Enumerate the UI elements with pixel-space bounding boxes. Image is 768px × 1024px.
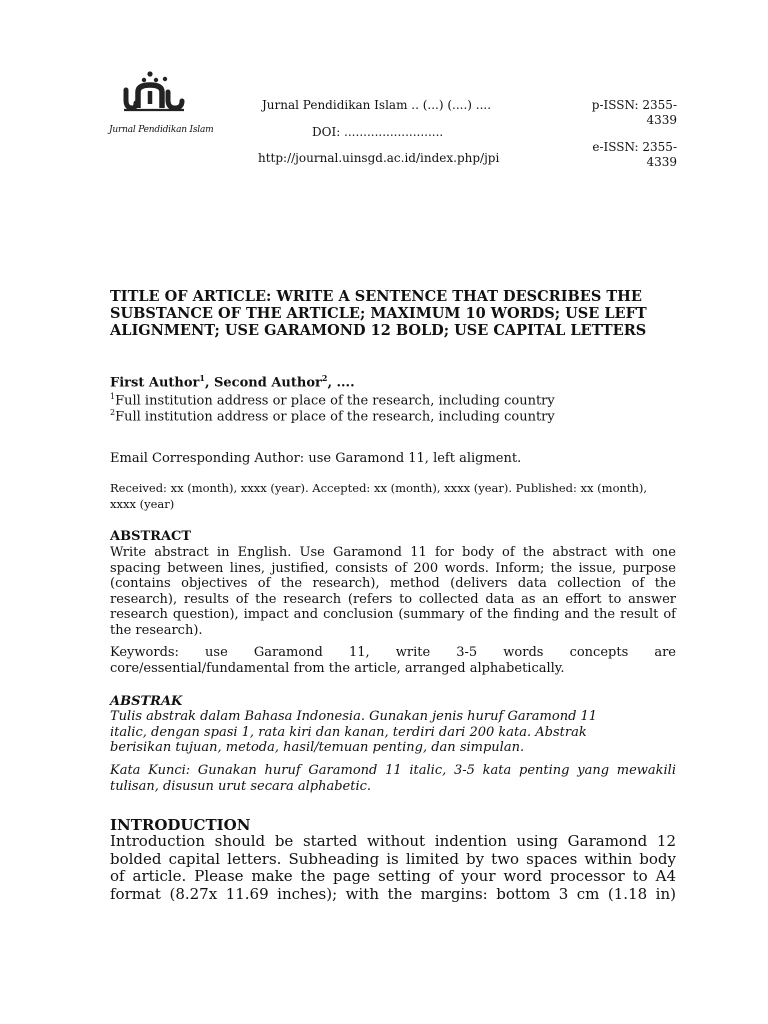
author-first-sup: 1 <box>199 373 205 383</box>
institution-1-text: Full institution address or place of the research, including country <box>115 393 555 409</box>
abstract-body: Write abstract in English. Use Garamond 11 for body of the abstract with one spacing between lines, justified, consists of 200 words. Inform; the issue, purpose (contains objectives of the research), method (delivers data collection of the research), results of the research (refers to collected data as an effort to answer research question), impact and conclusion (summary of the finding and the result of the research). <box>110 545 676 638</box>
introduction-line: format (8.27x 11.69 inches); with the margins: bottom 3 cm (1.18 in) <box>110 884 676 903</box>
keywords: Keywords: use Garamond 11, write 3-5 words concepts are core/essential/fundamental from the article, arranged alphabetically. <box>110 645 676 676</box>
institution-2-sup: 2 <box>110 408 116 417</box>
abstrak-body: Tulis abstrak dalam Bahasa Indonesia. Gunakan jenis huruf Garamond 11 italic, dengan spasi 1, rata kiri dan kanan, terdiri dari 200 kata. Abstrak berisikan tujuan, metoda, hasil/temuan penting, dan simpulan. <box>110 709 598 756</box>
article-title: TITLE OF ARTICLE: WRITE A SENTENCE THAT DESCRIBES THE SUBSTANCE OF THE ARTICLE; MAXIMUM 10 WORDS; USE LEFT ALIGNMENT; USE GARAMOND 12 BOLD; USE CAPITAL LETTERS <box>110 288 647 339</box>
journal-citation-line: Jurnal Pendidikan Islam .. (...) (....) .... <box>262 98 492 112</box>
abstract-heading: ABSTRACT <box>110 529 192 544</box>
author-second: , Second Author <box>204 375 322 391</box>
author-second-sup: 2 <box>321 373 328 383</box>
institution-1-sup: 1 <box>110 392 116 401</box>
author-tail: , .... <box>327 375 355 391</box>
author-first: First Author <box>110 375 200 391</box>
logo-caption: Jurnal Pendidikan Islam <box>109 125 214 135</box>
introduction-line: bolded capital letters. Subheading is limited by two spaces within body <box>110 849 676 868</box>
introduction-body <box>110 833 676 903</box>
introduction-line: Introduction should be started without indention using Garamond 12 <box>110 832 676 850</box>
institution-2-text: Full institution address or place of the research, including country <box>115 409 555 425</box>
corresponding-email: Email Corresponding Author: use Garamond 11, left aligment. <box>110 451 522 466</box>
introduction-line: of article. Please make the page setting of your word processor to A4 <box>110 867 676 885</box>
p-issn: p-ISSN: 2355-4339 <box>591 98 677 127</box>
doi-line: DOI: .......................... <box>312 125 444 139</box>
abstrak-heading: ABSTRAK <box>110 694 183 709</box>
author-line <box>110 373 676 390</box>
introduction-heading: INTRODUCTION <box>110 816 251 834</box>
kata-kunci: Kata Kunci: Gunakan huruf Garamond 11 italic, 3-5 kata penting yang mewakili tulisan, disusun urut secara alphabetic. <box>110 763 676 794</box>
article-dates: Received: xx (month), xxxx (year). Accepted: xx (month), xxxx (year). Published: xx (month), xxxx (year) <box>110 481 648 511</box>
institution-2 <box>110 405 676 425</box>
e-issn: e-ISSN: 2355-4339 <box>592 140 677 169</box>
journal-url[interactable]: http://journal.uinsgd.ac.id/index.php/jpi <box>258 151 500 165</box>
